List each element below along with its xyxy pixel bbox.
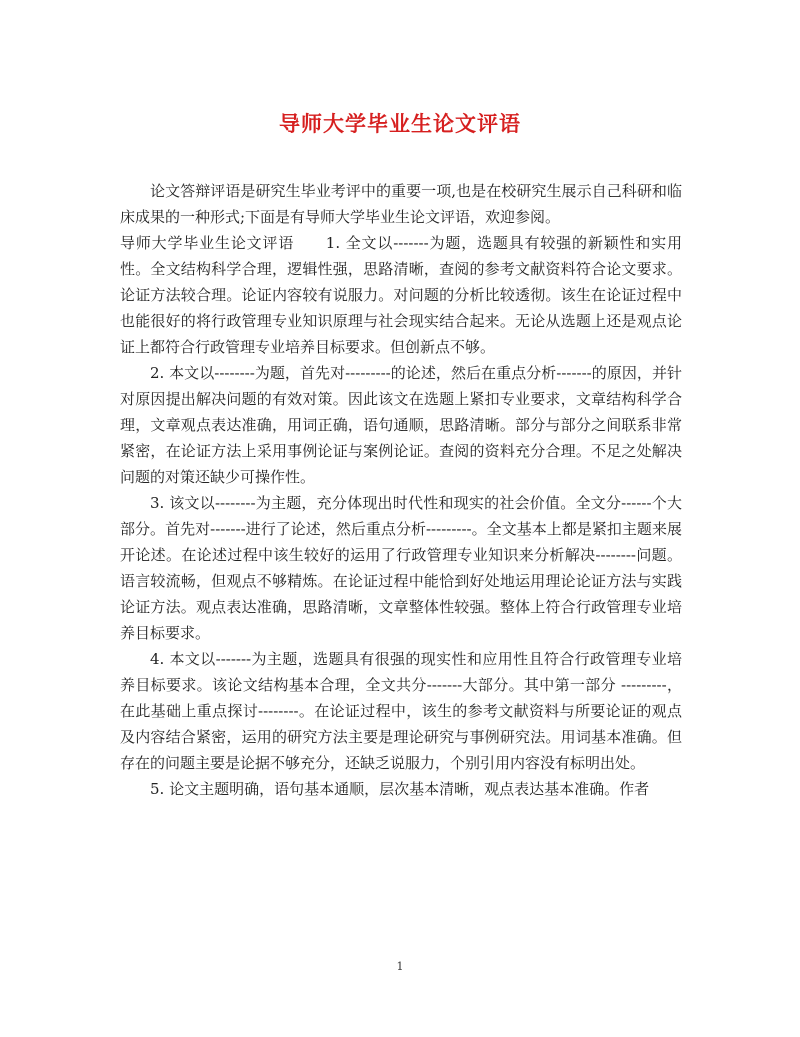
document-title: 导师大学毕业生论文评语	[279, 111, 521, 136]
review-paragraph-5: 5. 论文主题明确，语句基本通顺，层次基本清晰，观点表达基本准确。作者	[150, 780, 650, 798]
intro-paragraph: 论文答辩评语是研究生毕业考评中的重要一项,也是在校研究生展示自己科研和临床成果的一种形式;下面是有导师大学毕业生论文评语，欢迎参阅。	[120, 182, 682, 226]
review-paragraph-3: 3. 该文以--------为主题，充分体现出时代性和现实的社会价值。全文分------个大部分。首先对-------进行了论述，然后重点分析---------。全文基本上都是紧扣主题来展开论述。在论述过程中该生较好的运用了行政管理专业知识来分析解决--------问题。语言较流畅，但观点不够精炼。在论证过程中能恰到好处地运用理论论证方法与实践论证方法。观点表达准确，思路清晰，文章整体性较强。整体上符合行政管理专业培养目标要求。	[120, 494, 682, 642]
review-paragraph-2: 2. 本文以--------为题，首先对---------的论述，然后在重点分析-------的原因，并针对原因提出解决问题的有效对策。因此该文在选题上紧扣专业要求，文章结构科学合理，文章观点表达准确，用词正确，语句通顺，思路清晰。部分与部分之间联系非常紧密，在论证方法上采用事例论证与案例论证。查阅的资料充分合理。不足之处解决问题的对策还缺少可操作性。	[120, 364, 682, 486]
review-paragraph-1: 导师大学毕业生论文评语 1. 全文以-------为题，选题具有较强的新颖性和实用性。全文结构科学合理，逻辑性强，思路清晰，查阅的参考文献资料符合论文要求。论证方法较合理。论证内容较有说服力。对问题的分析比较透彻。该生在论证过程中也能很好的将行政管理专业知识原理与社会现实结合起来。无论从选题上还是观点论证上都符合行政管理专业培养目标要求。但创新点不够。	[120, 234, 682, 356]
document-body	[120, 178, 682, 802]
page-number: 1	[396, 960, 404, 973]
review-paragraph-4: 4. 本文以-------为主题，选题具有很强的现实性和应用性且符合行政管理专业培养目标要求。该论文结构基本合理，全文共分-------大部分。其中第一部分 ---------，在此基础上重点探讨--------。在论证过程中，该生的参考文献资料与所要论证的观点及内容结合紧密，运用的研究方法主要是理论研究与事例研究法。用词基本准确。但存在的问题主要是论据不够充分，还缺乏说服力，个别引用内容没有标明出处。	[120, 650, 682, 772]
